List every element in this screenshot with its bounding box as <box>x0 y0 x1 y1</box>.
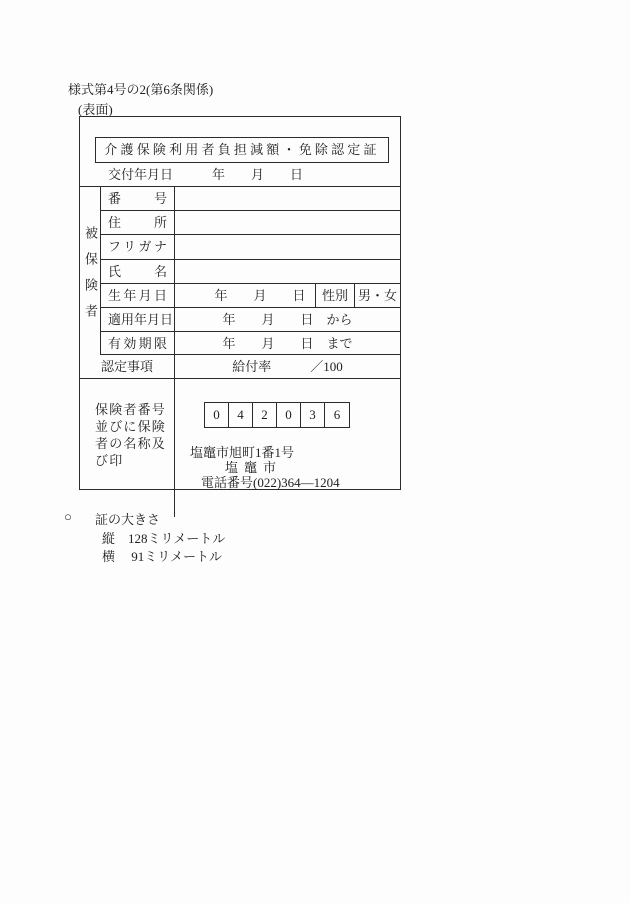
front-side-label: (表面) <box>78 102 113 117</box>
insurer-info-cell <box>175 379 400 517</box>
certificate-body-grid <box>80 187 400 489</box>
issue-date-row: 交付年月日 年 月 日 <box>108 167 304 182</box>
field-label-address: 住所 <box>101 211 175 235</box>
insurer-number-digit-5: 3 <box>301 403 325 427</box>
note-height-line: 縦 128ミリメートル <box>102 531 226 546</box>
insurer-label-cell <box>80 379 175 517</box>
certificate-header <box>80 117 400 187</box>
field-value-birthdate <box>175 284 400 308</box>
field-value-furigana <box>175 235 400 260</box>
insurer-number-digit-4: 0 <box>277 403 301 427</box>
field-label-expiry-date: 有効期限 <box>101 332 175 355</box>
insurer-number-digit-2: 4 <box>229 403 253 427</box>
note-width-line: 横 91ミリメートル <box>102 549 222 564</box>
insurer-label-line-2: 並びに保険 <box>95 419 167 434</box>
insurer-address: 塩竈市旭町1番1号 <box>190 445 295 460</box>
insurer-label-line-3: 者の名称及 <box>95 436 167 451</box>
sex-options-cell: 男・女 <box>354 284 400 307</box>
field-label-name: 氏名 <box>101 260 175 284</box>
insurer-label-line-1: 保険者番号 <box>95 402 167 417</box>
insurer-number-digit-6: 6 <box>333 407 341 422</box>
form-number-heading: 様式第4号の2(第6条関係) <box>68 82 214 97</box>
certification-matters-value: 給付率 ／100 <box>175 355 400 379</box>
field-label-furigana: フリガナ <box>101 235 175 260</box>
field-value-name <box>175 260 400 284</box>
field-value-application-date: 年 月 日 から <box>175 308 400 332</box>
insurer-number-digit-3: 2 <box>253 403 277 427</box>
insurer-phone: 電話番号(022)364—1204 <box>201 475 340 490</box>
field-value-number <box>175 187 400 211</box>
certification-matters-label: 認定事項 <box>80 355 175 379</box>
insurer-name: 塩竈市 <box>225 460 283 475</box>
field-label-application-date: 適用年月日 <box>101 308 175 332</box>
insurer-number-boxes <box>204 402 350 428</box>
field-value-address <box>175 211 400 235</box>
insurer-label-line-4: び印 <box>95 453 124 468</box>
note-title: 証の大きさ <box>95 512 161 527</box>
certificate-form-table <box>79 116 401 490</box>
field-label-birthdate: 生年月日 <box>101 284 175 308</box>
certificate-title: 介護保険利用者負担減額・免除認定証 <box>95 137 389 163</box>
insured-person-vertical-label: 被保険者 <box>80 187 101 355</box>
note-circle-marker: ○ <box>64 509 72 524</box>
field-value-expiry-date: 年 月 日 まで <box>175 332 400 355</box>
field-label-number: 番号 <box>101 187 175 211</box>
sex-label-cell: 性別 <box>315 284 354 307</box>
birthdate-placeholder: 年 月 日 <box>214 288 306 303</box>
insurer-number-digit-1: 0 <box>205 403 229 427</box>
